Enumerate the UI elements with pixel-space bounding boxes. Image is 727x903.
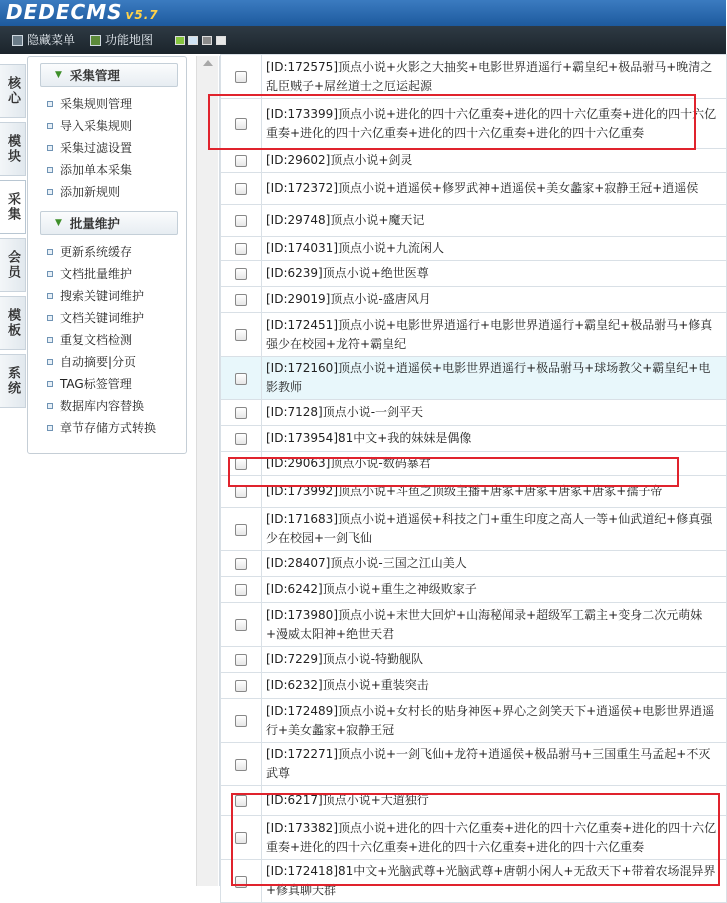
menu-item[interactable] [47,395,186,417]
menu-item-label: 数据库内容替换 [60,399,145,413]
menu-item-label: 搜索关键词维护 [60,289,145,303]
section-collect-manage[interactable]: ▼ 采集管理 [40,63,178,87]
row-checkbox[interactable] [235,329,247,341]
row-title[interactable]: [ID:7229]顶点小说-特勤舰队 [262,647,727,673]
menu-item-label: 文档关键词维护 [60,311,145,325]
tab-template[interactable]: 模板 [0,296,26,350]
row-select-cell [221,261,262,287]
menu-item[interactable] [47,417,186,439]
row-select-cell [221,647,262,673]
row-checkbox[interactable] [235,71,247,83]
tab-module[interactable]: 模块 [0,122,26,176]
collapse-arrow-icon: ▼ [55,218,62,228]
row-checkbox[interactable] [235,458,247,470]
row-title[interactable]: [ID:28407]顶点小说-三国之江山美人 [262,551,727,577]
row-title[interactable]: [ID:172489]顶点小说+女村长的贴身神医+界心之剑笑天下+逍遥侯+电影世界逍遥行+美女蠡家+寂静王冠 [262,699,727,743]
collapse-arrow-icon: ▼ [55,70,62,80]
row-checkbox[interactable] [235,373,247,385]
table-row [221,603,727,647]
table-row [221,426,727,452]
row-select-cell [221,452,262,476]
row-select-cell [221,357,262,400]
bullet-icon [47,381,53,387]
menu-item[interactable] [47,93,186,115]
row-checkbox[interactable] [235,155,247,167]
table-row [221,476,727,508]
row-select-cell [221,603,262,647]
frame-divider [189,56,196,886]
bullet-icon [47,293,53,299]
row-title[interactable]: [ID:29602]顶点小说+剑灵 [262,149,727,173]
tab-core[interactable]: 核心 [0,64,26,118]
row-checkbox[interactable] [235,876,247,888]
menu-item[interactable] [47,137,186,159]
row-checkbox[interactable] [235,654,247,666]
table-row [221,673,727,699]
version-label: v5.7 [125,8,159,22]
menu-item-label: 文档批量维护 [60,267,133,281]
table-row [221,551,727,577]
table-row [221,816,727,860]
menu-item[interactable] [47,307,186,329]
table-row [221,400,727,426]
frame-scrollbar[interactable] [196,56,218,886]
table-row [221,508,727,551]
site-map-icon [90,35,101,46]
bullet-icon [47,101,53,107]
row-select-cell [221,860,262,903]
menu-item-label: 添加单本采集 [60,163,133,177]
row-select-cell [221,551,262,577]
row-title[interactable]: [ID:172271]顶点小说+一剑飞仙+龙符+逍遥侯+极品驸马+三国重生马孟起+不灭武尊 [262,743,727,786]
row-title[interactable]: [ID:29748]顶点小说+魔天记 [262,205,727,237]
hide-menu-icon [12,35,23,46]
tab-system[interactable]: 系统 [0,354,26,408]
table-row [221,173,727,205]
row-select-cell [221,816,262,860]
table-row [221,205,727,237]
menu-item[interactable] [47,329,186,351]
row-checkbox[interactable] [235,558,247,570]
menu-item[interactable] [47,115,186,137]
row-checkbox[interactable] [235,619,247,631]
module-tabs [0,64,28,412]
scroll-up-icon[interactable] [203,60,213,66]
row-title[interactable]: [ID:6217]顶点小说+大道独行 [262,786,727,816]
batch-menu-list [28,241,186,439]
table-row [221,452,727,476]
menu-item[interactable] [47,159,186,181]
row-checkbox[interactable] [235,680,247,692]
menu-item-label: 导入采集规则 [60,119,133,133]
site-map-button[interactable] [90,30,153,50]
table-row [221,577,727,603]
row-select-cell [221,173,262,205]
row-select-cell [221,205,262,237]
bullet-icon [47,315,53,321]
table-row [221,357,727,400]
table-row [221,786,727,816]
row-title[interactable]: [ID:172451]顶点小说+电影世界逍遥行+电影世界逍遥行+霸皇纪+极品驸马+修真强少在校园+龙符+霸皇纪 [262,313,727,357]
row-title[interactable]: [ID:174031]顶点小说+九流闲人 [262,237,727,261]
menu-item[interactable] [47,351,186,373]
row-title[interactable]: [ID:171683]顶点小说+逍遥侯+科技之门+重生印度之高人一等+仙武道纪+修真强少在校园+一剑飞仙 [262,508,727,551]
row-title[interactable]: [ID:173399]顶点小说+进化的四十六亿重奏+进化的四十六亿重奏+进化的四十六亿重奏+进化的四十六亿重奏+进化的四十六亿重奏+进化的四十六亿重奏 [262,99,727,149]
table-row [221,860,727,903]
row-checkbox[interactable] [235,759,247,771]
menu-item[interactable] [47,373,186,395]
menu-item-label: 更新系统缓存 [60,245,133,259]
skin-swatch-blue[interactable] [188,36,198,45]
row-title[interactable]: [ID:173992]顶点小说+斗鱼之顶级主播+唐冢+唐冢+唐冢+唐冢+孺子帝 [262,476,727,508]
bullet-icon [47,145,53,151]
row-checkbox[interactable] [235,433,247,445]
collect-menu-list [28,93,186,203]
row-checkbox[interactable] [235,715,247,727]
row-select-cell [221,508,262,551]
row-title[interactable]: [ID:7128]顶点小说-一剑平天 [262,400,727,426]
row-select-cell [221,237,262,261]
bullet-icon [47,359,53,365]
tab-member[interactable]: 会员 [0,238,26,292]
row-select-cell [221,313,262,357]
row-title[interactable]: [ID:172372]顶点小说+逍遥侯+修罗武神+逍遥侯+美女蠡家+寂静王冠+逍遥侯 [262,173,727,205]
bullet-icon [47,403,53,409]
row-title[interactable]: [ID:29063]顶点小说-数码暴君 [262,452,727,476]
row-title[interactable]: [ID:173954]81中文+我的妹妹是偶像 [262,426,727,452]
row-title[interactable]: [ID:6239]顶点小说+绝世医尊 [262,261,727,287]
table-row [221,743,727,786]
table-row [221,647,727,673]
row-title[interactable]: [ID:173980]顶点小说+末世大回炉+山海秘闻录+超级军工霸主+变身二次元萌妹+漫威太阳神+绝世天君 [262,603,727,647]
row-checkbox[interactable] [235,215,247,227]
table-row [221,55,727,99]
row-title[interactable]: [ID:172575]顶点小说+火影之大抽奖+电影世界逍遥行+霸皇纪+极品驸马+晚清之乱臣贼子+屌丝道士之厄运起源 [262,55,727,99]
table-row [221,237,727,261]
bullet-icon [47,189,53,195]
row-select-cell [221,577,262,603]
hide-menu-button[interactable] [12,30,75,50]
side-menu [27,56,187,454]
top-header [0,0,726,26]
bullet-icon [47,249,53,255]
row-select-cell [221,476,262,508]
row-select-cell [221,786,262,816]
row-checkbox[interactable] [235,832,247,844]
row-checkbox[interactable] [235,407,247,419]
menu-item[interactable] [47,263,186,285]
table-row [221,261,727,287]
site-map-label: 功能地图 [105,33,154,47]
row-checkbox[interactable] [235,243,247,255]
row-checkbox[interactable] [235,294,247,306]
row-checkbox[interactable] [235,486,247,498]
menu-item-label: 添加新规则 [60,185,121,199]
bullet-icon [47,123,53,129]
skin-swatch-green[interactable] [175,36,185,45]
section-batch-maintain[interactable]: ▼ 批量维护 [40,211,178,235]
article-list [219,56,726,897]
row-select-cell [221,400,262,426]
row-title[interactable]: [ID:29019]顶点小说-盛唐风月 [262,287,727,313]
table-row [221,699,727,743]
table-row [221,287,727,313]
row-checkbox[interactable] [235,268,247,280]
menu-item-label: TAG标签管理 [60,377,132,391]
menu-item-label: 自动摘要|分页 [60,355,137,369]
row-select-cell [221,55,262,99]
row-title[interactable]: [ID:172418]81中文+光脑武尊+光脑武尊+唐朝小闲人+无敌天下+带着农场混异界+修真聊天群 [262,860,727,903]
row-title[interactable]: [ID:172160]顶点小说+逍遥侯+电影世界逍遥行+极品驸马+球场教父+霸皇纪+电影教师 [262,357,727,400]
table-row [221,313,727,357]
bullet-icon [47,167,53,173]
row-select-cell [221,673,262,699]
menu-item-label: 采集过滤设置 [60,141,133,155]
row-select-cell [221,426,262,452]
row-select-cell [221,699,262,743]
menu-item-label: 重复文档检测 [60,333,133,347]
toolbar [0,26,726,54]
bullet-icon [47,337,53,343]
row-title[interactable]: [ID:6232]顶点小说+重装突击 [262,673,727,699]
row-select-cell [221,287,262,313]
skin-swatch-gray[interactable] [202,36,212,45]
row-select-cell [221,743,262,786]
row-select-cell [221,99,262,149]
menu-item-label: 采集规则管理 [60,97,133,111]
bullet-icon [47,271,53,277]
row-checkbox[interactable] [235,584,247,596]
menu-item[interactable] [47,181,186,203]
row-checkbox[interactable] [235,183,247,195]
tab-collect[interactable]: 采集 [0,180,26,234]
table-row [221,149,727,173]
row-title[interactable]: [ID:173382]顶点小说+进化的四十六亿重奏+进化的四十六亿重奏+进化的四十六亿重奏+进化的四十六亿重奏+进化的四十六亿重奏+进化的四十六亿重奏 [262,816,727,860]
row-checkbox[interactable] [235,524,247,536]
menu-item[interactable] [47,241,186,263]
menu-item-label: 章节存储方式转换 [60,421,157,435]
menu-item[interactable] [47,285,186,307]
table-row [221,99,727,149]
skin-swatch-light[interactable] [216,36,226,45]
row-select-cell [221,149,262,173]
row-title[interactable]: [ID:6242]顶点小说+重生之神级败家子 [262,577,727,603]
bullet-icon [47,425,53,431]
row-checkbox[interactable] [235,118,247,130]
hide-menu-label: 隐藏菜单 [27,33,76,47]
row-checkbox[interactable] [235,795,247,807]
dedecms-logo: DEDECMS v5.7 [6,0,159,24]
